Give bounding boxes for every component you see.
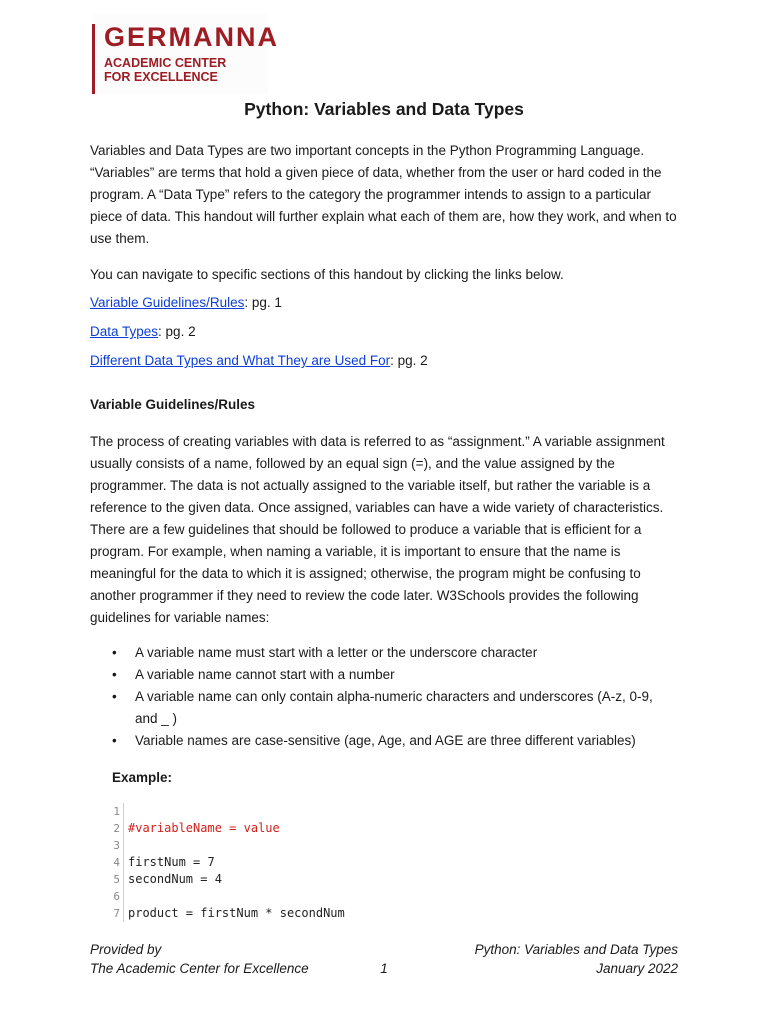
footer-provided-by: Provided by xyxy=(90,942,162,957)
code-text xyxy=(124,803,128,820)
link-page-ref: : pg. 1 xyxy=(244,295,282,310)
bullet-icon: • xyxy=(112,689,117,704)
document-title: Python: Variables and Data Types xyxy=(244,99,524,119)
line-number: 3 xyxy=(110,837,124,854)
navigate-text: You can navigate to specific sections of this handout by clicking the links below. xyxy=(90,267,564,282)
line-number: 1 xyxy=(110,803,124,820)
link-page-ref: : pg. 2 xyxy=(390,353,428,368)
list-item xyxy=(112,642,672,664)
bullet-icon: • xyxy=(112,645,117,660)
list-item-text: A variable name can only contain alpha-numeric characters and underscores (A-z, 0-9, and _ ) xyxy=(135,689,653,726)
line-number: 7 xyxy=(110,905,124,922)
code-line xyxy=(110,905,410,922)
list-item-text: Variable names are case-sensitive (age, Age, and AGE are three different variables) xyxy=(135,733,636,748)
link-variable-guidelines[interactable]: Variable Guidelines/Rules xyxy=(90,295,245,310)
intro-paragraph: Variables and Data Types are two important concepts in the Python Programming Language. “Variables” are terms that hold a given piece of data, whether from the user or hard coded in the program. A “Data Type” refers to the category the programmer intends to assign to a particular piece of data. This handout will further explain what each of them are, how they work, and when to use them. xyxy=(90,143,677,246)
list-item-text: A variable name cannot start with a number xyxy=(135,667,395,682)
footer-right xyxy=(475,940,678,978)
link-row-different-data-types xyxy=(90,350,680,372)
line-number: 5 xyxy=(110,871,124,888)
logo-bar xyxy=(92,24,95,94)
link-row-data-types xyxy=(90,321,680,343)
code-text: product = firstNum * secondNum xyxy=(128,906,345,920)
link-row-variable-guidelines xyxy=(90,292,680,314)
section-body-paragraph: The process of creating variables with data is referred to as “assignment.” A variable assignment usually consists of a name, followed by an equal sign (=), and the value assigned by the programmer. The data is not actually assigned to the variable itself, but rather the variable is a reference to the given data. Once assigned, variables can have a wide variety of characteristics. There are a few guidelines that should be followed to produce a variable that is efficient for a program. For example, when naming a variable, it is important to ensure that the name is meaningful for the data to which it is assigned; otherwise, the program might be confusing to another programmer if they need to review the code later. W3Schools provides the following guidelines for variable names: xyxy=(90,434,665,625)
code-line xyxy=(110,871,410,888)
bullet-icon: • xyxy=(112,733,117,748)
code-comment: #variableName = value xyxy=(128,821,280,835)
section-heading: Variable Guidelines/Rules xyxy=(90,397,256,412)
code-example xyxy=(110,803,410,922)
guidelines-list xyxy=(112,642,672,752)
list-item-text: A variable name must start with a letter or the underscore character xyxy=(135,645,538,660)
page-number: 1 xyxy=(380,961,388,976)
line-number: 6 xyxy=(110,888,124,905)
line-number: 2 xyxy=(110,820,124,837)
line-number: 4 xyxy=(110,854,124,871)
logo-subtitle xyxy=(104,56,226,84)
logo-subtitle-line2: FOR EXCELLENCE xyxy=(104,70,218,84)
footer-page-number-block xyxy=(370,940,398,978)
germanna-logo xyxy=(92,14,279,94)
footer-organization: The Academic Center for Excellence xyxy=(90,961,309,976)
list-item xyxy=(112,664,672,686)
footer-doc-title: Python: Variables and Data Types xyxy=(474,942,678,957)
bullet-icon: • xyxy=(112,667,117,682)
code-line xyxy=(110,803,410,820)
list-item xyxy=(112,730,672,752)
example-label: Example: xyxy=(112,770,173,785)
code-text xyxy=(124,837,128,854)
footer-date: January 2022 xyxy=(596,961,678,976)
code-text: secondNum = 4 xyxy=(128,872,222,886)
link-different-data-types[interactable]: Different Data Types and What They are Used For xyxy=(90,353,391,368)
code-text: firstNum = 7 xyxy=(128,855,215,869)
logo-subtitle-line1: ACADEMIC CENTER xyxy=(104,56,227,70)
logo-name: GERMANNA xyxy=(104,22,279,52)
code-text xyxy=(124,888,128,905)
link-page-ref: : pg. 2 xyxy=(158,324,196,339)
link-data-types[interactable]: Data Types xyxy=(90,324,159,339)
footer-left xyxy=(90,940,309,978)
list-item xyxy=(112,686,672,730)
code-line xyxy=(110,888,410,905)
code-line xyxy=(110,854,410,871)
code-line xyxy=(110,837,410,854)
code-line xyxy=(110,820,410,837)
